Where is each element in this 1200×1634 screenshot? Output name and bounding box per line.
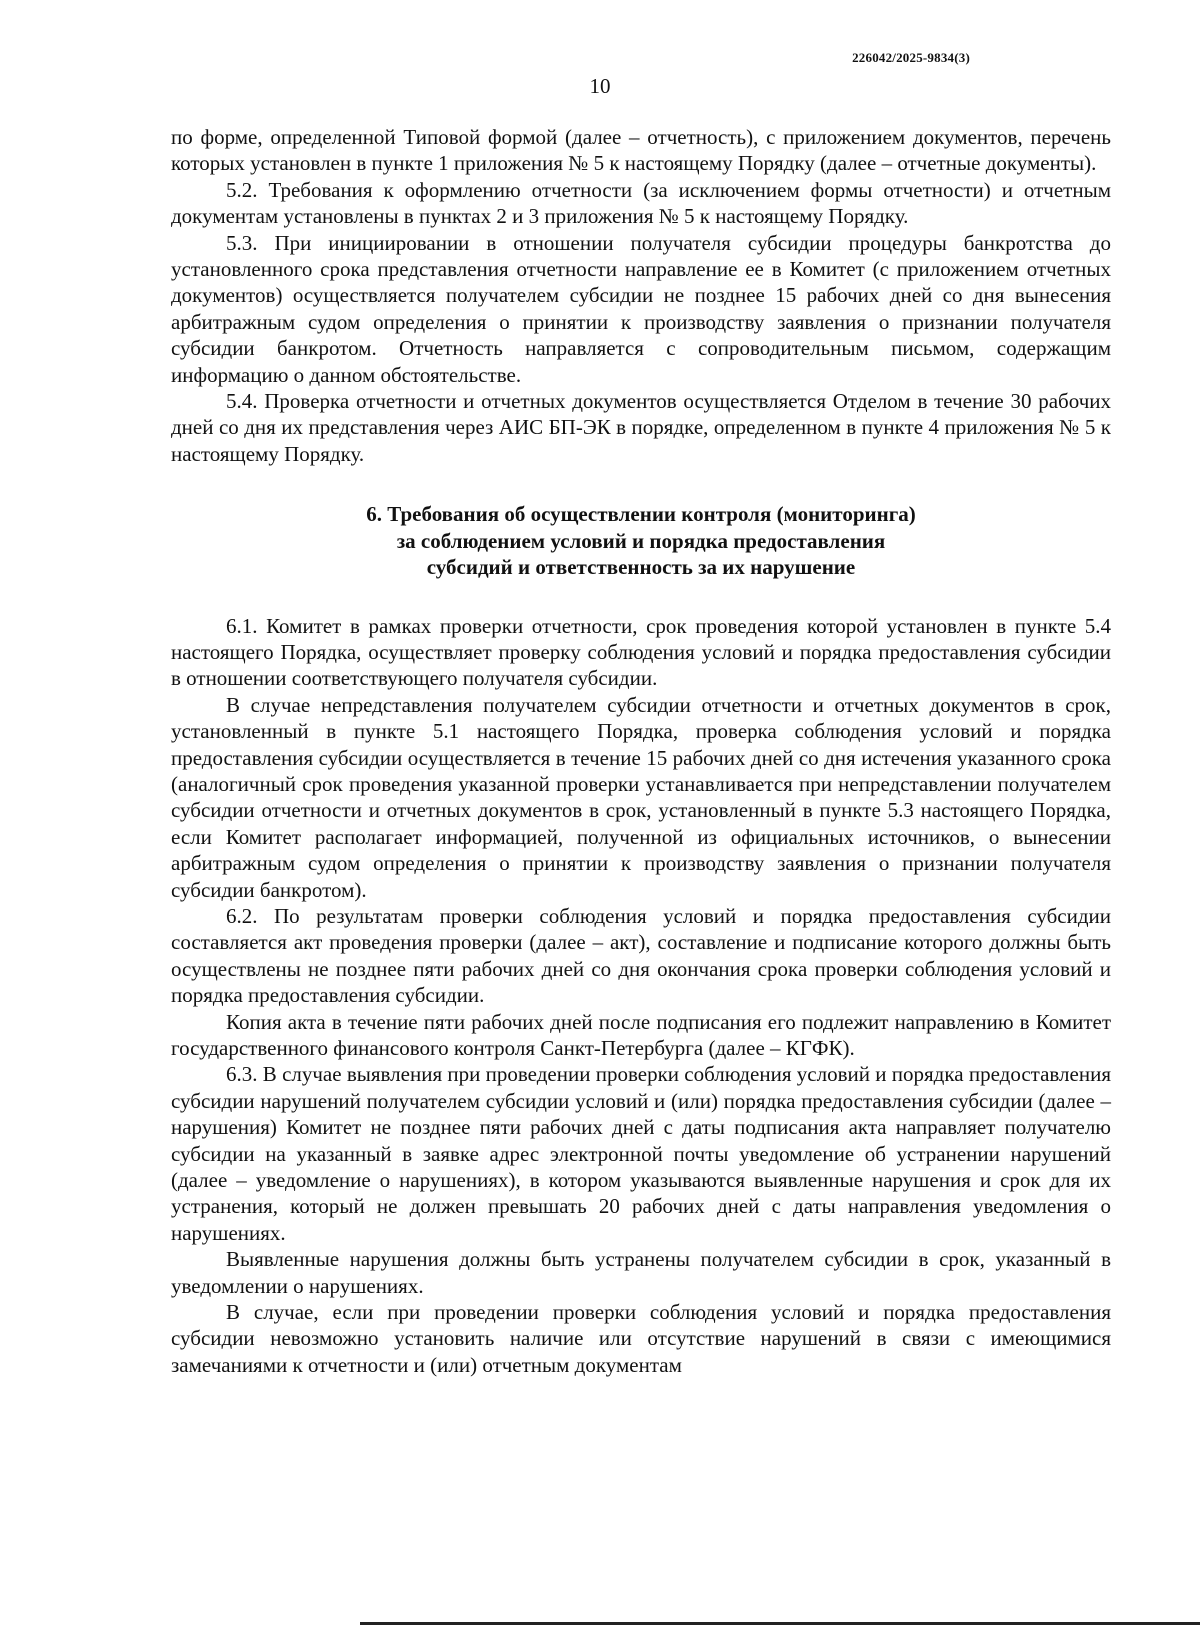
paragraph-non-submission: В случае непредставления получателем субсидии отчетности и отчетных документов в срок, установленный в пункте 5.1 настоящего Порядка, проверка соблюдения условий и порядка предоставления субсидии осуществляется в течение 15 рабочих дней со дня истечения указанного срока (аналогичный срок проведения указанной проверки устанавливается при непредставлении получателем субсидии отчетности и отчетных документов в срок, установленный в пункте 5.3 настоящего Порядка, если Комитет располагает информацией, полученной из официальных источников, о вынесении арбитражным судом определения о принятии к производству заявления о признании получателя субсидии банкротом). [171, 692, 1111, 902]
scan-edge-line [360, 1622, 1200, 1625]
paragraph-violations-fix: Выявленные нарушения должны быть устранены получателем субсидии в срок, указанный в уведомлении о нарушениях. [171, 1247, 1111, 1298]
paragraph-undetermined-violations: В случае, если при проведении проверки соблюдения условий и порядка предоставления субсидии невозможно установить наличие или отсутствие нарушений в связи с имеющимися замечаниями к отчетности и (или) отчетным документам [171, 1300, 1111, 1377]
page-number: 10 [589, 74, 611, 98]
paragraph-reporting-form: по форме, определенной Типовой формой (далее – отчетность), с приложением документов, перечень которых установлен в пункте 1 приложения № 5 к настоящему Порядку (далее – отчетные документы). [171, 125, 1111, 176]
section-6-heading [171, 501, 1111, 580]
paragraph-5-4: 5.4. Проверка отчетности и отчетных документов осуществляется Отделом в течение 30 рабочих дней со дня их представления через АИС БП-ЭК в порядке, определенном в пункте 4 приложения № 5 к настоящему Порядку. [171, 389, 1111, 466]
section-heading-line: 6. Требования об осуществлении контроля (мониторинга) [366, 502, 916, 527]
section-heading-line: субсидий и ответственность за их нарушение [426, 555, 856, 580]
document-registration-number: 226042/2025-9834(3) [852, 50, 970, 65]
paragraph-5-3: 5.3. При инициировании в отношении получателя субсидии процедуры банкротства до установленного срока представления отчетности направление ее в Комитет (с приложением отчетных документов) осуществляется получателем субсидии не позднее 15 рабочих дней со дня вынесения арбитражным судом определения о принятии к производству заявления о признании получателя субсидии банкротом. Отчетность направляется с сопроводительным письмом, содержащим информацию о данном обстоятельстве. [171, 230, 1111, 387]
paragraph-5-2: 5.2. Требования к оформлению отчетности (за исключением формы отчетности) и отчетным документам установлены в пунктах 2 и 3 приложения № 5 к настоящему Порядку. [171, 177, 1111, 229]
paragraph-act-copy: Копия акта в течение пяти рабочих дней после подписания его подлежит направлению в Комитет государственного финансового контроля Санкт-Петербурга (далее – КГФК). [171, 1009, 1111, 1060]
section-heading-line: за соблюдением условий и порядка предоставления [396, 528, 886, 553]
document-body [171, 124, 1111, 1378]
paragraph-6-3: 6.3. В случае выявления при проведении проверки соблюдения условий и порядка предоставления субсидии нарушений получателем субсидии условий и (или) порядка предоставления субсидии (далее – нарушения) Комитет не позднее пяти рабочих дней с даты подписания акта направляет получателю субсидии на указанный в заявке адрес электронной почты уведомление об устранении нарушений (далее – уведомление о нарушениях), в котором указываются выявленные нарушения и срок для их устранения, который не должен превышать 20 рабочих дней с даты направления уведомления о нарушениях. [171, 1062, 1111, 1245]
paragraph-6-1: 6.1. Комитет в рамках проверки отчетности, срок проведения которой установлен в пункте 5.4 настоящего Порядка, осуществляет проверку соблюдения условий и порядка предоставления субсидии в отношении соответствующего получателя субсидии. [171, 613, 1111, 691]
paragraph-6-2: 6.2. По результатам проверки соблюдения условий и порядка предоставления субсидии составляется акт проведения проверки (далее – акт), составление и подписание которого должны быть осуществлены не позднее пяти рабочих дней со дня окончания срока проверки соблюдения условий и порядка предоставления субсидии. [171, 903, 1111, 1008]
